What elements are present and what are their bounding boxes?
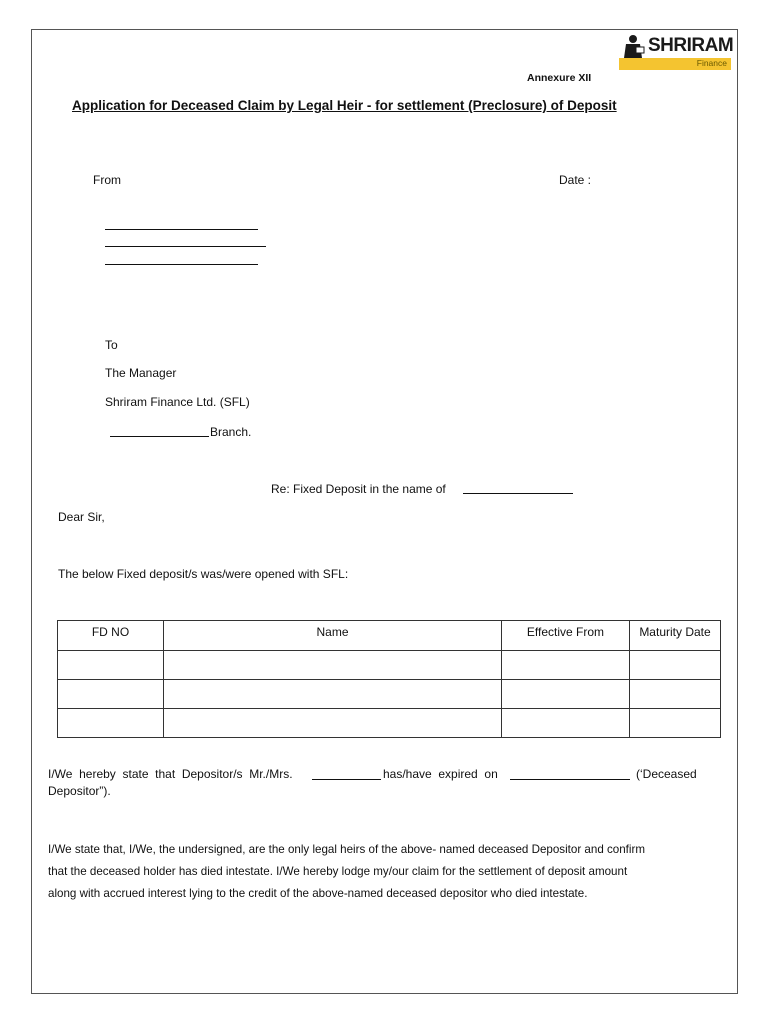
to-line-company: Shriram Finance Ltd. (SFL) (105, 395, 250, 409)
statement-part-1: I/We hereby state that Depositor/s Mr./Mrs. (48, 767, 293, 781)
to-line-manager: The Manager (105, 366, 177, 380)
header-name: Name (164, 621, 502, 651)
re-label: Re: Fixed Deposit in the name of (271, 482, 446, 496)
declaration-line-3: along with accrued interest lying to the credit of the above-named deceased depositor who died intestate. (48, 887, 588, 900)
statement-part-2: has/have expired on (383, 767, 498, 781)
table-header-row (58, 621, 721, 651)
logo-wordmark: SHRIRAM (648, 35, 734, 56)
table-cell[interactable] (502, 709, 630, 738)
from-label: From (93, 173, 121, 187)
shriram-logo (619, 34, 734, 72)
to-label: To (105, 338, 118, 352)
header-fd-no: FD NO (58, 621, 164, 651)
header-effective-from: Effective From (502, 621, 630, 651)
fd-table (57, 620, 721, 738)
salutation: Dear Sir, (58, 510, 105, 524)
table-cell[interactable] (164, 680, 502, 709)
declaration-line-1: I/We state that, I/We, the undersigned, are the only legal heirs of the above- named deceased Depositor and confirm (48, 843, 645, 856)
declaration-line-2: that the deceased holder has died intestate. I/We hereby lodge my/our claim for the settlement of deposit amount (48, 865, 628, 878)
header-maturity-date: Maturity Date (630, 621, 721, 651)
logo-figure-icon (621, 34, 647, 60)
annexure-label: Annexure XII (527, 72, 592, 84)
date-label: Date : (559, 173, 592, 187)
table-cell[interactable] (58, 651, 164, 680)
table-row (58, 680, 721, 709)
table-cell[interactable] (164, 709, 502, 738)
branch-label: Branch. (210, 425, 252, 439)
table-cell[interactable] (502, 680, 630, 709)
declaration-paragraph (48, 839, 645, 905)
page-title: Application for Deceased Claim by Legal Heir - for settlement (Preclosure) of Deposit (72, 98, 617, 113)
from-address-line-1[interactable] (105, 229, 258, 230)
from-address-line-3[interactable] (105, 264, 258, 265)
depositor-name-blank[interactable] (312, 779, 381, 780)
logo-subtitle: Finance (696, 58, 727, 68)
branch-blank[interactable] (110, 436, 209, 437)
statement-line-2: Depositor”). (48, 784, 111, 798)
expiry-date-blank[interactable] (510, 779, 630, 780)
table-cell[interactable] (630, 651, 721, 680)
table-row (58, 651, 721, 680)
statement-part-3: (‘Deceased (636, 767, 697, 781)
deposit-holder-blank[interactable] (463, 493, 573, 494)
intro-text: The below Fixed deposit/s was/were opened with SFL: (58, 567, 349, 581)
table-cell[interactable] (502, 651, 630, 680)
table-cell[interactable] (630, 709, 721, 738)
table-row (58, 709, 721, 738)
table-cell[interactable] (58, 709, 164, 738)
table-cell[interactable] (164, 651, 502, 680)
table-cell[interactable] (58, 680, 164, 709)
from-address-line-2[interactable] (105, 246, 266, 247)
table-cell[interactable] (630, 680, 721, 709)
